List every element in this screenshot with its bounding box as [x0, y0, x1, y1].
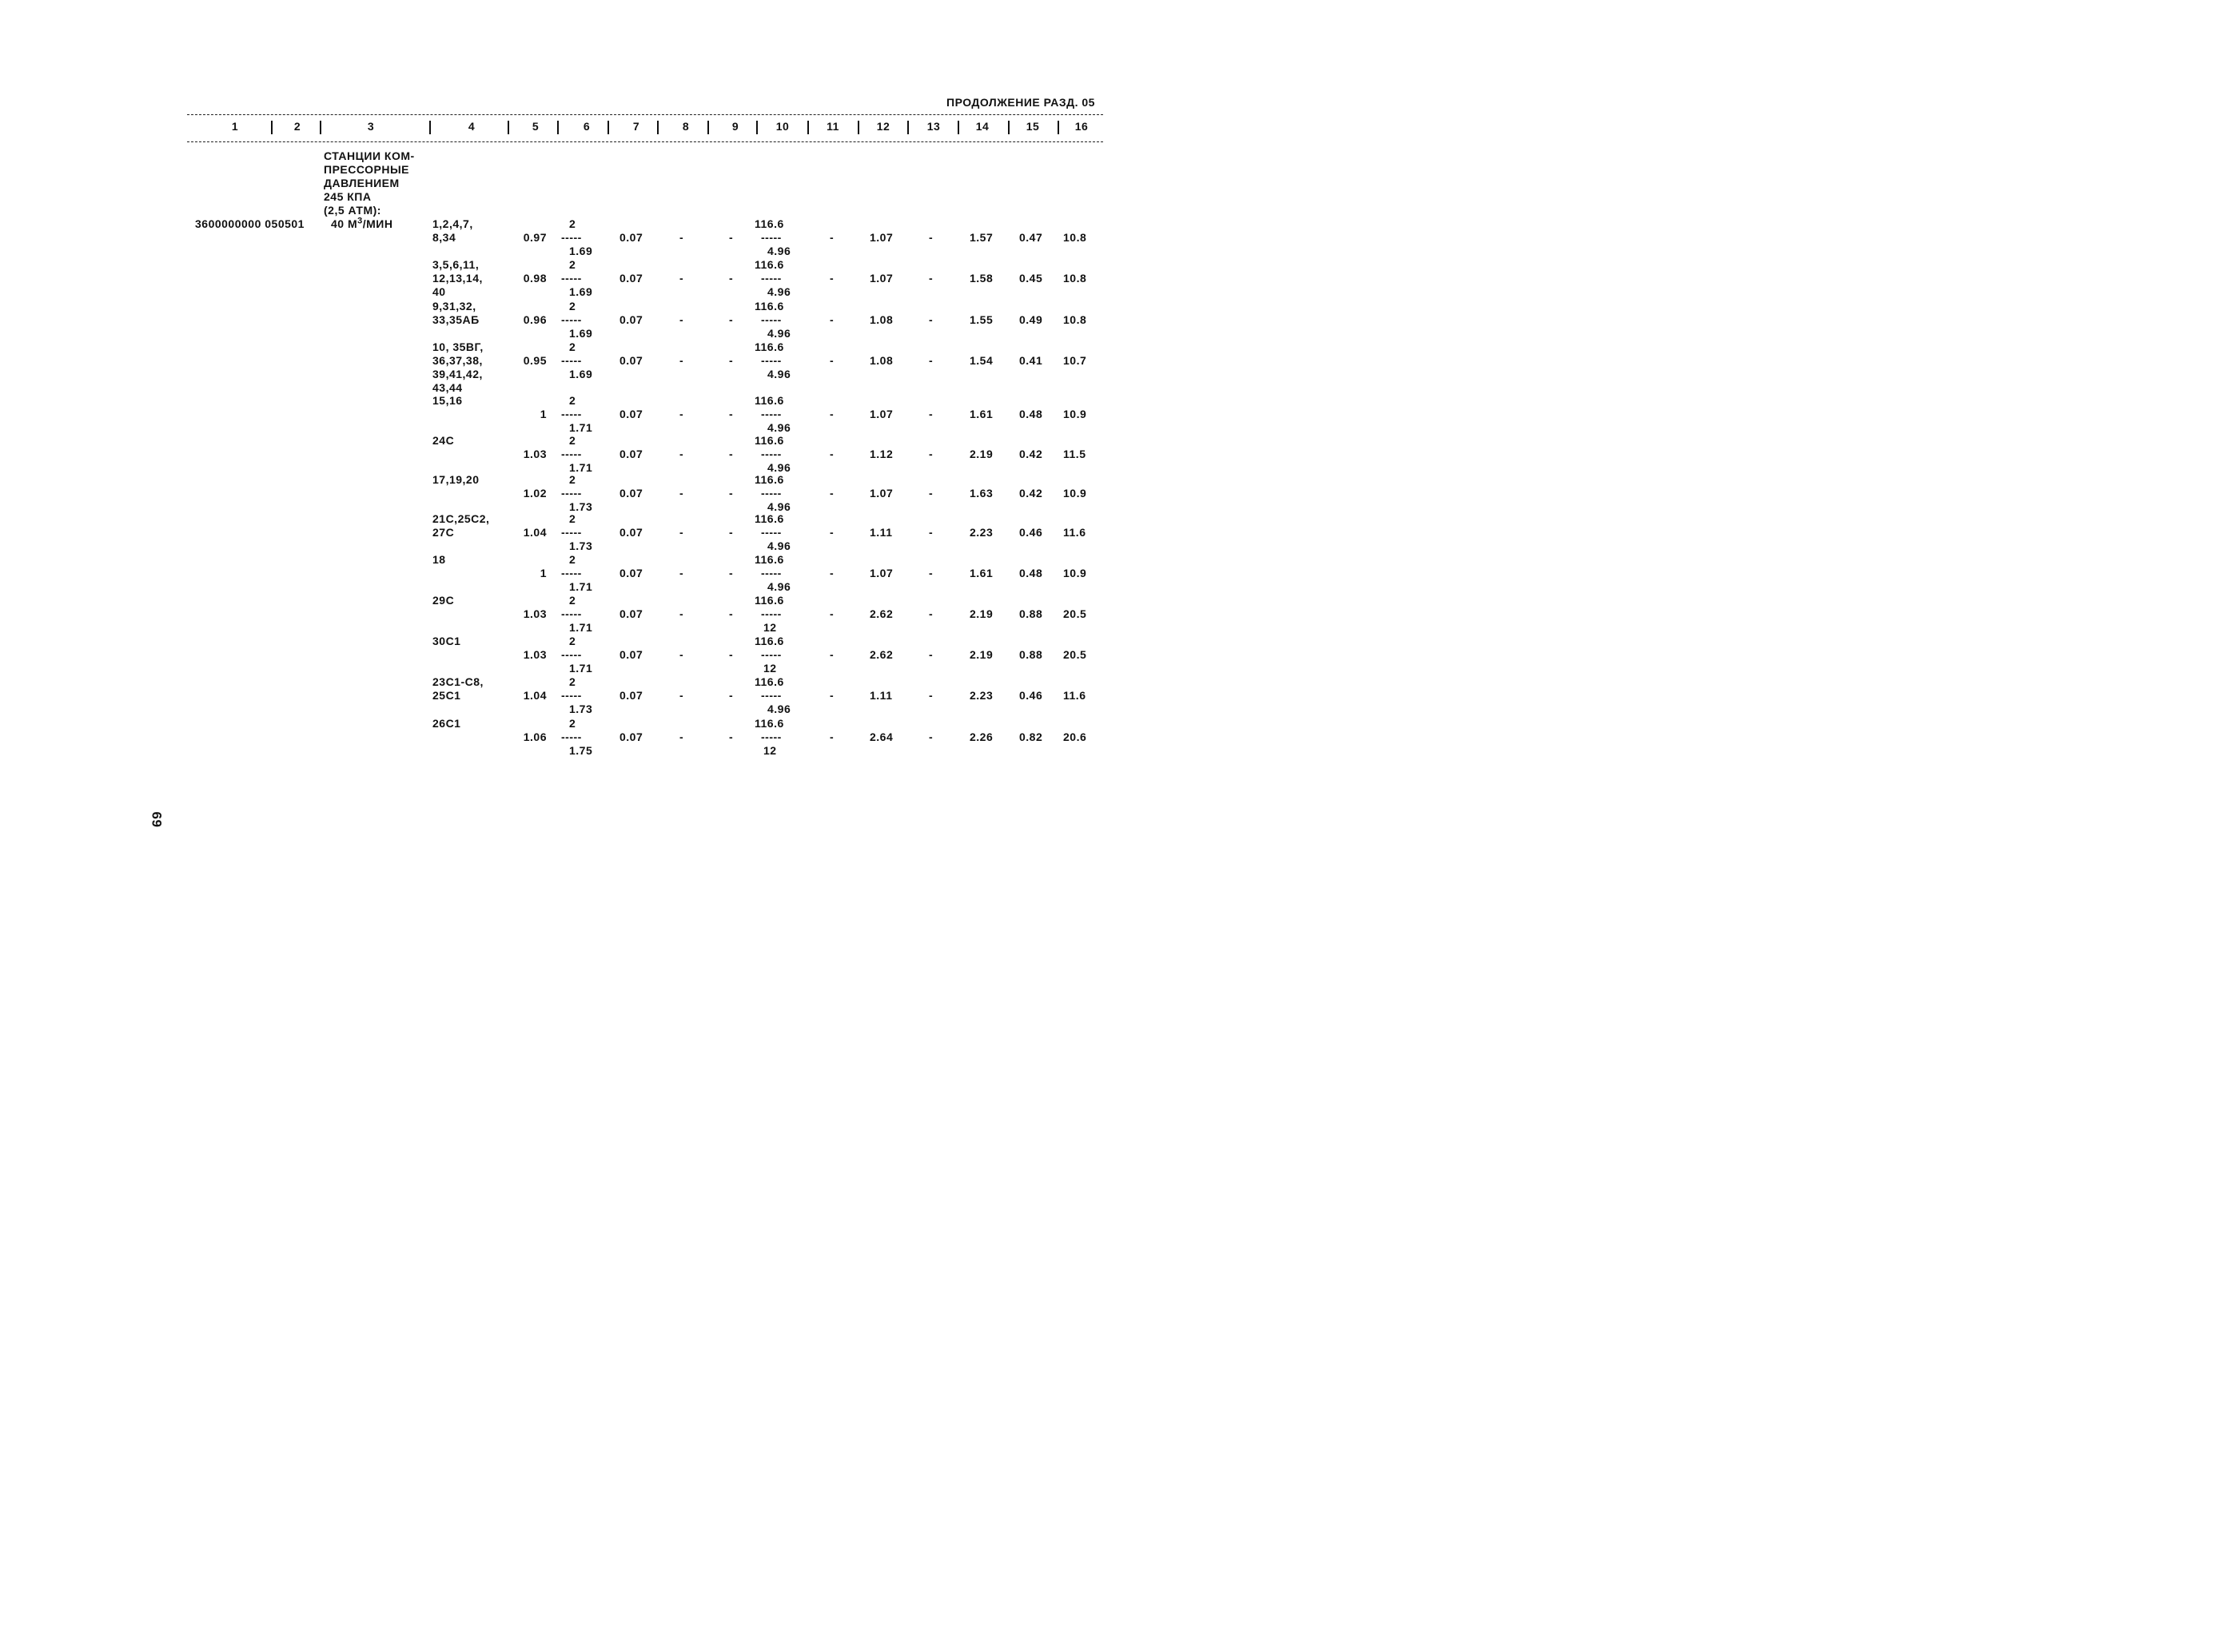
cell-col13: - [929, 272, 934, 285]
cell-col7: 0.07 [619, 231, 643, 244]
row-stations-line: 26С1 [432, 717, 461, 730]
cell-col16: 20.5 [1063, 607, 1087, 620]
cell-col9: - [729, 487, 734, 500]
row-stations-line: 30С1 [432, 635, 461, 647]
cell-col11: - [830, 313, 835, 326]
cell-col6-numerator: 2 [569, 300, 576, 312]
cell-col14: 1.58 [970, 272, 994, 285]
row-stations-line: 12,13,14, [432, 272, 483, 285]
cell-col14: 1.61 [970, 567, 994, 579]
column-header-6: 6 [583, 120, 591, 133]
cell-col6-denominator: 1.71 [569, 580, 593, 593]
cell-col10-denominator: 12 [763, 662, 777, 675]
cell-col13: - [929, 354, 934, 367]
cell-col10-denominator: 4.96 [767, 539, 791, 552]
cell-col9: - [729, 408, 734, 420]
section-title-line: (2,5 АТМ): [324, 204, 381, 217]
cell-col12: 1.07 [870, 487, 894, 500]
column-separator [557, 121, 559, 134]
cell-col5: 1 [540, 567, 547, 579]
cell-col6-fraction-line: ----- [561, 648, 582, 661]
column-header-13: 13 [926, 120, 941, 133]
cell-col16: 20.5 [1063, 648, 1087, 661]
cell-col6-numerator: 2 [569, 258, 576, 271]
row-stations-line: 18 [432, 553, 446, 566]
cell-col5: 1.04 [523, 526, 547, 539]
cell-col10-denominator: 12 [763, 621, 777, 634]
row-stations-line: 10, 35ВГ, [432, 340, 484, 353]
row-stations-line: 43,44 [432, 381, 463, 394]
row-stations-line: 40 [432, 285, 446, 298]
cell-col6-numerator: 2 [569, 675, 576, 688]
cell-col10-numerator: 116.6 [755, 594, 784, 607]
row-stations-line: 36,37,38, [432, 354, 483, 367]
cell-col9: - [729, 689, 734, 702]
cell-col15: 0.49 [1019, 313, 1043, 326]
cell-col6-fraction-line: ----- [561, 526, 582, 539]
cell-col10-denominator: 4.96 [767, 461, 791, 474]
cell-col9: - [729, 448, 734, 460]
column-header-2: 2 [293, 120, 301, 133]
cell-col6-fraction-line: ----- [561, 730, 582, 743]
row-stations-line: 23С1-С8, [432, 675, 484, 688]
cell-col7: 0.07 [619, 648, 643, 661]
cell-col8: - [679, 730, 684, 743]
cell-col11: - [830, 607, 835, 620]
row-stations-line: 15,16 [432, 394, 463, 407]
cell-col6-numerator: 2 [569, 717, 576, 730]
cell-col16: 10.7 [1063, 354, 1087, 367]
cell-col16: 11.6 [1063, 689, 1086, 702]
cell-col13: - [929, 648, 934, 661]
cell-col16: 10.8 [1063, 272, 1087, 285]
cell-col7: 0.07 [619, 526, 643, 539]
cell-col13: - [929, 313, 934, 326]
column-header-7: 7 [632, 120, 640, 133]
cell-col10-fraction-line: ----- [761, 648, 782, 661]
cell-col5: 1.06 [523, 730, 547, 743]
capacity-superscript: 3 [357, 216, 363, 226]
cell-col8: - [679, 567, 684, 579]
cell-col16: 10.9 [1063, 487, 1087, 500]
column-header-3: 3 [367, 120, 375, 133]
cell-col16: 10.8 [1063, 313, 1087, 326]
column-separator [858, 121, 859, 134]
cell-col10-numerator: 116.6 [755, 340, 784, 353]
cell-col10-fraction-line: ----- [761, 448, 782, 460]
cell-col5: 1.03 [523, 648, 547, 661]
cell-col8: - [679, 689, 684, 702]
cell-col11: - [830, 408, 835, 420]
cell-col13: - [929, 689, 934, 702]
cell-col8: - [679, 526, 684, 539]
cell-col7: 0.07 [619, 354, 643, 367]
cell-col9: - [729, 648, 734, 661]
cell-col14: 2.19 [970, 607, 994, 620]
cell-col11: - [830, 487, 835, 500]
cell-col16: 20.6 [1063, 730, 1087, 743]
cell-col5: 1.03 [523, 448, 547, 460]
column-header-5: 5 [532, 120, 540, 133]
cell-col13: - [929, 487, 934, 500]
cell-col10-numerator: 116.6 [755, 512, 784, 525]
cell-col11: - [830, 354, 835, 367]
cell-col15: 0.48 [1019, 567, 1043, 579]
cell-col10-numerator: 116.6 [755, 675, 784, 688]
cell-col10-numerator: 116.6 [755, 473, 784, 486]
cell-col9: - [729, 567, 734, 579]
cell-col14: 1.61 [970, 408, 994, 420]
capacity-suffix: /МИН [362, 217, 393, 230]
header-bottom-rule [187, 141, 1103, 142]
cell-col10-denominator: 4.96 [767, 703, 791, 715]
row-stations-line: 21С,25С2, [432, 512, 490, 525]
cell-col9: - [729, 313, 734, 326]
cell-col6-denominator: 1.71 [569, 662, 593, 675]
cell-col10-numerator: 116.6 [755, 217, 784, 230]
cell-col15: 0.46 [1019, 526, 1043, 539]
section-title-line: 245 КПА [324, 190, 372, 203]
row-stations-line: 8,34 [432, 231, 456, 244]
cell-col6-denominator: 1.73 [569, 703, 593, 715]
cell-col6-fraction-line: ----- [561, 272, 582, 285]
cell-col10-fraction-line: ----- [761, 408, 782, 420]
cell-col11: - [830, 448, 835, 460]
cell-col6-fraction-line: ----- [561, 408, 582, 420]
cell-col9: - [729, 607, 734, 620]
cell-col11: - [830, 272, 835, 285]
cell-col12: 1.07 [870, 231, 894, 244]
cell-col13: - [929, 231, 934, 244]
cell-col7: 0.07 [619, 607, 643, 620]
cell-col11: - [830, 567, 835, 579]
cell-col6-denominator: 1.71 [569, 461, 593, 474]
cell-col16: 11.6 [1063, 526, 1086, 539]
cell-col8: - [679, 408, 684, 420]
cell-col9: - [729, 231, 734, 244]
cell-col6-denominator: 1.69 [569, 368, 593, 380]
cell-col10-fraction-line: ----- [761, 272, 782, 285]
cell-col6-numerator: 2 [569, 635, 576, 647]
cell-col10-numerator: 116.6 [755, 258, 784, 271]
cell-col8: - [679, 231, 684, 244]
cell-col7: 0.07 [619, 487, 643, 500]
cell-col15: 0.41 [1019, 354, 1043, 367]
cell-col11: - [830, 526, 835, 539]
cell-col6-denominator: 1.69 [569, 327, 593, 340]
cell-col6-numerator: 2 [569, 217, 576, 230]
cell-col10-fraction-line: ----- [761, 730, 782, 743]
row-stations-line: 25С1 [432, 689, 461, 702]
column-header-15: 15 [1026, 120, 1040, 133]
cell-col10-denominator: 12 [763, 744, 777, 757]
cell-col5: 0.95 [523, 354, 547, 367]
row-stations-line: 9,31,32, [432, 300, 476, 312]
cell-col15: 0.42 [1019, 487, 1043, 500]
cell-col12: 2.62 [870, 648, 894, 661]
header-top-rule [187, 114, 1103, 115]
column-header-9: 9 [731, 120, 739, 133]
cell-col10-fraction-line: ----- [761, 313, 782, 326]
cell-col5: 1 [540, 408, 547, 420]
cell-col15: 0.47 [1019, 231, 1043, 244]
cell-col9: - [729, 526, 734, 539]
cell-col7: 0.07 [619, 272, 643, 285]
cell-col8: - [679, 354, 684, 367]
cell-col15: 0.48 [1019, 408, 1043, 420]
cell-col6-numerator: 2 [569, 340, 576, 353]
cell-col8: - [679, 487, 684, 500]
section-title-line: ДАВЛЕНИЕМ [324, 177, 400, 189]
row-stations-line: 3,5,6,11, [432, 258, 480, 271]
cell-col6-denominator: 1.73 [569, 500, 593, 513]
cell-col5: 1.02 [523, 487, 547, 500]
cell-col12: 1.11 [870, 689, 893, 702]
cell-col10-fraction-line: ----- [761, 526, 782, 539]
cell-col12: 1.11 [870, 526, 893, 539]
cell-col6-numerator: 2 [569, 512, 576, 525]
cell-col7: 0.07 [619, 567, 643, 579]
cell-col15: 0.88 [1019, 648, 1043, 661]
cell-col14: 1.55 [970, 313, 994, 326]
row-stations-line: 17,19,20 [432, 473, 480, 486]
column-separator [907, 121, 909, 134]
cell-col10-fraction-line: ----- [761, 231, 782, 244]
column-separator [756, 121, 758, 134]
section-title-line: СТАНЦИИ КОМ- [324, 149, 415, 162]
cell-col5: 0.97 [523, 231, 547, 244]
cell-col10-fraction-line: ----- [761, 487, 782, 500]
cell-col16: 10.9 [1063, 567, 1087, 579]
column-separator [1008, 121, 1010, 134]
column-header-11: 11 [827, 120, 839, 133]
column-separator [271, 121, 273, 134]
cell-col9: - [729, 730, 734, 743]
cell-col15: 0.88 [1019, 607, 1043, 620]
cell-col7: 0.07 [619, 448, 643, 460]
cell-col13: - [929, 448, 934, 460]
capacity-label [331, 217, 392, 231]
cell-col11: - [830, 689, 835, 702]
cell-col8: - [679, 272, 684, 285]
cell-col15: 0.45 [1019, 272, 1043, 285]
column-separator [657, 121, 659, 134]
column-separator [508, 121, 509, 134]
cell-col12: 1.12 [870, 448, 894, 460]
cell-col15: 0.42 [1019, 448, 1043, 460]
cell-col8: - [679, 448, 684, 460]
cell-col6-fraction-line: ----- [561, 607, 582, 620]
column-header-16: 16 [1074, 120, 1089, 133]
cell-col14: 1.54 [970, 354, 994, 367]
cell-col6-numerator: 2 [569, 594, 576, 607]
cell-col6-numerator: 2 [569, 434, 576, 447]
cell-col12: 1.08 [870, 354, 894, 367]
cell-col10-numerator: 116.6 [755, 553, 784, 566]
column-separator [707, 121, 709, 134]
cell-col8: - [679, 313, 684, 326]
cell-col6-fraction-line: ----- [561, 487, 582, 500]
cell-col14: 2.19 [970, 648, 994, 661]
cell-col10-fraction-line: ----- [761, 689, 782, 702]
cell-col11: - [830, 231, 835, 244]
cell-col10-denominator: 4.96 [767, 327, 791, 340]
cell-col6-denominator: 1.71 [569, 621, 593, 634]
cell-col15: 0.46 [1019, 689, 1043, 702]
cell-col10-fraction-line: ----- [761, 607, 782, 620]
column-separator [608, 121, 609, 134]
cell-col12: 1.08 [870, 313, 894, 326]
cell-col7: 0.07 [619, 313, 643, 326]
cell-col13: - [929, 526, 934, 539]
cell-col6-denominator: 1.73 [569, 539, 593, 552]
cell-col10-denominator: 4.96 [767, 500, 791, 513]
capacity-prefix: 40 М [331, 217, 358, 230]
row-stations-line: 33,35АБ [432, 313, 480, 326]
column-header-4: 4 [468, 120, 476, 133]
row-stations-line: 24С [432, 434, 455, 447]
cell-col6-numerator: 2 [569, 473, 576, 486]
cell-col10-numerator: 116.6 [755, 394, 784, 407]
column-separator [958, 121, 959, 134]
cell-col12: 1.07 [870, 272, 894, 285]
column-header-8: 8 [682, 120, 690, 133]
cell-col14: 2.23 [970, 526, 994, 539]
cell-col14: 1.63 [970, 487, 994, 500]
cell-col10-denominator: 4.96 [767, 580, 791, 593]
cell-col5: 1.04 [523, 689, 547, 702]
cell-col7: 0.07 [619, 408, 643, 420]
cell-col6-fraction-line: ----- [561, 567, 582, 579]
cell-col12: 1.07 [870, 567, 894, 579]
row-stations-line: 29С [432, 594, 455, 607]
cell-col14: 2.23 [970, 689, 994, 702]
cell-col6-denominator: 1.71 [569, 421, 593, 434]
cell-col10-denominator: 4.96 [767, 368, 791, 380]
cell-col10-fraction-line: ----- [761, 354, 782, 367]
cell-col5: 1.03 [523, 607, 547, 620]
column-separator [807, 121, 809, 134]
cell-col14: 2.19 [970, 448, 994, 460]
cell-col12: 2.64 [870, 730, 894, 743]
section-title-line: ПРЕССОРНЫЕ [324, 163, 409, 176]
cell-col5: 0.98 [523, 272, 547, 285]
cell-col14: 2.26 [970, 730, 994, 743]
cell-col6-fraction-line: ----- [561, 354, 582, 367]
column-separator [1058, 121, 1059, 134]
cell-col5: 0.96 [523, 313, 547, 326]
cell-col6-fraction-line: ----- [561, 448, 582, 460]
cell-col10-denominator: 4.96 [767, 285, 791, 298]
cell-col6-fraction-line: ----- [561, 231, 582, 244]
cell-col10-numerator: 116.6 [755, 635, 784, 647]
cell-col10-fraction-line: ----- [761, 567, 782, 579]
column-header-10: 10 [775, 120, 790, 133]
cell-col10-numerator: 116.6 [755, 717, 784, 730]
cell-col11: - [830, 648, 835, 661]
column-header-1: 1 [231, 120, 239, 133]
cell-col10-numerator: 116.6 [755, 434, 784, 447]
cell-col8: - [679, 648, 684, 661]
cell-col16: 10.9 [1063, 408, 1087, 420]
cell-col7: 0.07 [619, 689, 643, 702]
cell-col13: - [929, 567, 934, 579]
column-separator [429, 121, 431, 134]
cell-col8: - [679, 607, 684, 620]
cell-col13: - [929, 408, 934, 420]
cell-col9: - [729, 354, 734, 367]
continuation-header: ПРОДОЛЖЕНИЕ РАЗД. 05 [946, 96, 1095, 109]
cell-col6-denominator: 1.75 [569, 744, 593, 757]
item-code: 3600000000 050501 [195, 217, 305, 230]
cell-col6-denominator: 1.69 [569, 245, 593, 257]
cell-col11: - [830, 730, 835, 743]
cell-col10-denominator: 4.96 [767, 245, 791, 257]
cell-col15: 0.82 [1019, 730, 1043, 743]
cell-col7: 0.07 [619, 730, 643, 743]
cell-col6-fraction-line: ----- [561, 689, 582, 702]
column-header-14: 14 [975, 120, 990, 133]
cell-col13: - [929, 607, 934, 620]
cell-col6-numerator: 2 [569, 553, 576, 566]
column-separator [320, 121, 321, 134]
row-stations-line: 39,41,42, [432, 368, 483, 380]
cell-col6-denominator: 1.69 [569, 285, 593, 298]
cell-col10-denominator: 4.96 [767, 421, 791, 434]
cell-col12: 1.07 [870, 408, 894, 420]
cell-col6-numerator: 2 [569, 394, 576, 407]
cell-col13: - [929, 730, 934, 743]
cell-col14: 1.57 [970, 231, 994, 244]
cell-col6-fraction-line: ----- [561, 313, 582, 326]
cell-col10-numerator: 116.6 [755, 300, 784, 312]
row-stations-line: 1,2,4,7, [432, 217, 473, 230]
cell-col12: 2.62 [870, 607, 894, 620]
page-number: 69 [149, 811, 165, 828]
cell-col9: - [729, 272, 734, 285]
column-header-12: 12 [876, 120, 890, 133]
row-stations-line: 27С [432, 526, 455, 539]
cell-col16: 11.5 [1063, 448, 1086, 460]
cell-col16: 10.8 [1063, 231, 1087, 244]
